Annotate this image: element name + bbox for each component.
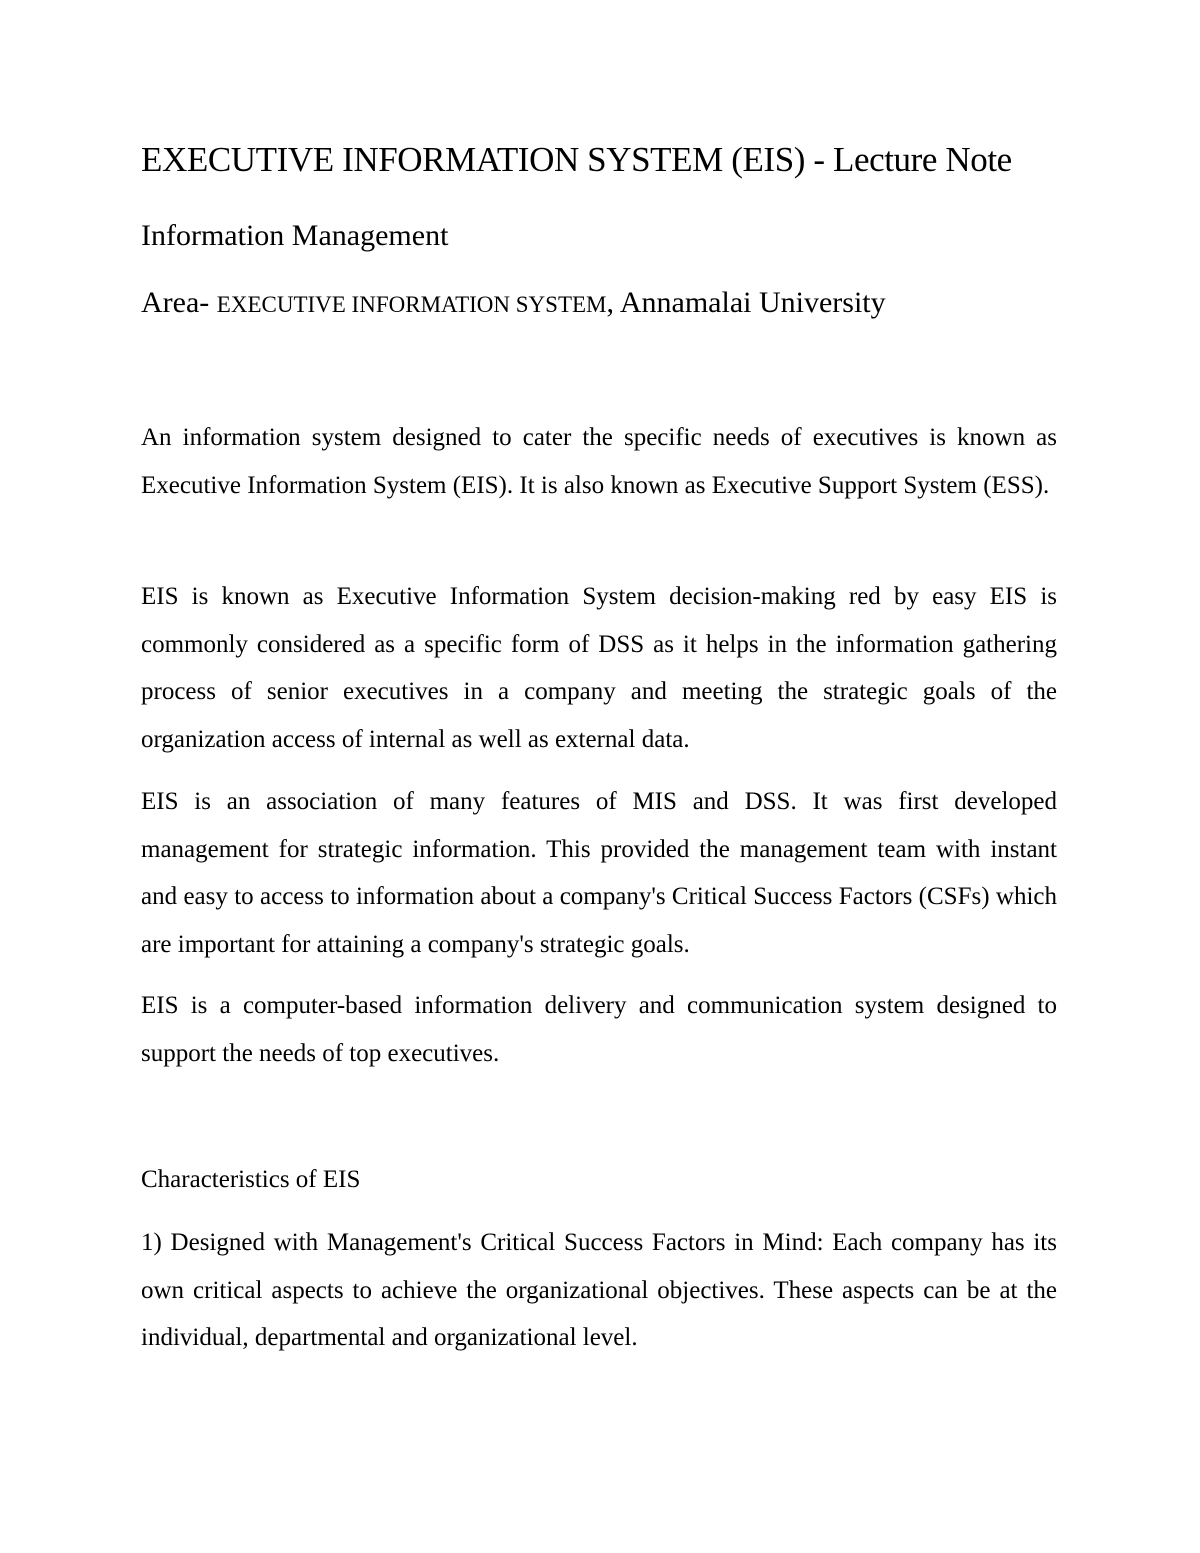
document-subtitle: Information Management — [141, 219, 449, 252]
paragraph-definition: An information system designed to cater the specific needs of executives is known as Executive Information System (EIS). It is also known as Executive Support System (ESS). — [141, 424, 1057, 499]
section-heading: Characteristics of EIS — [141, 1166, 361, 1193]
area-subject: EXECUTIVE INFORMATION SYSTEM — [216, 292, 607, 317]
paragraph-delivery-system: EIS is a computer-based information delivery and communication system designed to support the needs of top executives. — [141, 992, 1057, 1067]
area-prefix: Area- — [141, 286, 217, 319]
area-line — [141, 286, 886, 320]
paragraph-mis-dss: EIS is an association of many features of MIS and DSS. It was first developed management for strategic information. This provided the management team with instant and easy to access to information about a company's Critical Success Factors (CSFs) which are important for attaining a company's strategic goals. — [141, 788, 1057, 958]
characteristic-item: 1) Designed with Management's Critical Success Factors in Mind: Each company has its own critical aspects to achieve the organizational objectives. These aspects can be at the individual, departmental and organizational level. — [141, 1229, 1057, 1351]
document-title: EXECUTIVE INFORMATION SYSTEM (EIS) - Lecture Note — [141, 140, 1012, 179]
area-institution: , Annamalai University — [606, 286, 886, 319]
paragraph-dss-form: EIS is known as Executive Information System decision-making red by easy EIS is commonly considered as a specific form of DSS as it helps in the information gathering process of senior executives in a company and meeting the strategic goals of the organization access of internal as well as external data. — [141, 583, 1057, 753]
